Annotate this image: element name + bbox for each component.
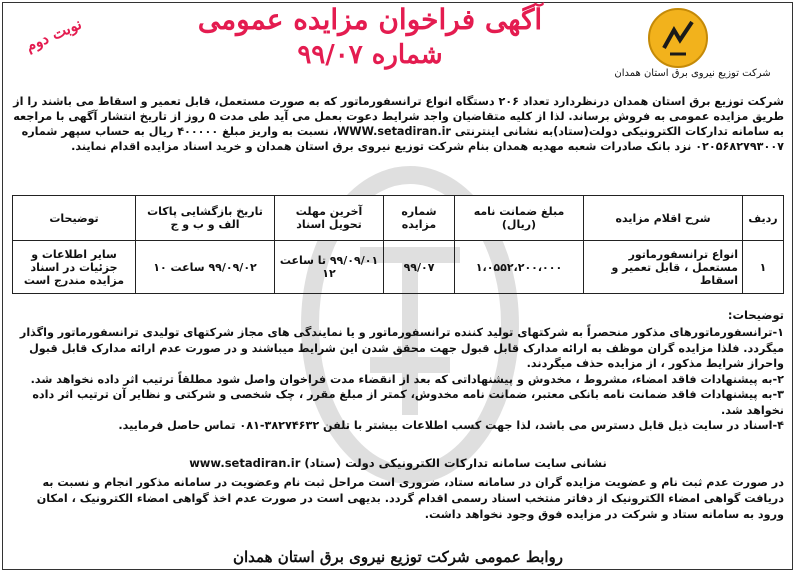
note-item-1: ۱-ترانسفورماتورهای مذکور منحصراً به شرکتهای تولید کننده ترانسفورماتور و یا نمایندگی های مجاز شرکتهای تولیدی ترانسفورماتور واگذار میگردد. فلذا مزایده گران موظف به ارائه مدارک قابل قبول جهت محقق شدن این شرایط میباشند و در صورت عدم ارائه مدارک قابل قبول واحراز شرایط مذکور ، از مزایده حذف میگردند. <box>19 326 784 370</box>
setad-site-line: نشانی سایت سامانه تدارکات الکترونیکی دولت (ستاد) www.setadiran.ir <box>189 456 607 470</box>
table-row <box>13 241 784 294</box>
note-item-3: ۳-به پیشنهادات فاقد ضمانت نامه بانکی معتبر، ضمانت نامه مخدوش، کمتر از مبلغ مقرر ، چک شخصی و شرکتی و نظایر آن ترتیب اثر داده نخواهد شد. <box>32 388 784 417</box>
cell-item: انواع ترانسفورماتور مستعمل ، قابل تعمیر و اسقاط <box>584 241 743 294</box>
outro-paragraph: در صورت عدم ثبت نام و عضویت مزایده گران در سامانه ستاد، ضروری است مراحل ثبت نام وعضویت در سامانه مذکور انجام و نسبت به دریافت گواهی امضاء الکترونیک از دفاتر منتخب اسناد رسمی اقدام گردد. بدیهی است در صورت عدم اخذ گواهی امضاء الکترونیک ، امکان ورود به سامانه ستاد و شرکت در مزایده فوق وجود نخواهد داشت. <box>36 476 784 521</box>
cell-row: ۱ <box>743 241 784 294</box>
company-name-small: شرکت توزیع نیروی برق استان همدان <box>614 68 771 79</box>
col-header-row: ردیف <box>743 196 784 241</box>
notice-title: آگهی فراخوان مزایده عمومی <box>197 3 543 36</box>
cell-number: ۹۹/۰۷ <box>384 241 455 294</box>
cell-opening: ۹۹/۰۹/۰۲ ساعت ۱۰ <box>136 241 275 294</box>
round-stamp: نوبت دوم <box>22 14 85 56</box>
cell-guarantee: ۱،۰۵۵۲،۲۰۰،۰۰۰ <box>455 241 584 294</box>
power-company-logo-icon <box>648 8 708 68</box>
col-header-item: شرح اقلام مزایده <box>584 196 743 241</box>
note-item-4: ۴-اسناد در سایت ذیل قابل دسترس می باشد، لذا جهت کسب اطلاعات بیشتر با تلفن ۳۸۲۷۴۶۳۲-۰۸۱ تماس حاصل فرمایید. <box>118 419 784 432</box>
col-header-notes: توضیحات <box>13 196 136 241</box>
footer-signature: روابط عمومی شرکت توزیع نیروی برق استان همدان <box>232 548 564 566</box>
notes-title: توضیحات: <box>727 308 784 322</box>
cell-deadline: ۹۹/۰۹/۰۱ تا ساعت ۱۲ <box>275 241 384 294</box>
col-header-deadline: آخرین مهلت تحویل اسناد <box>275 196 384 241</box>
col-header-number: شماره مزایده <box>384 196 455 241</box>
col-header-guarantee: مبلغ ضمانت نامه (ریال) <box>455 196 584 241</box>
col-header-opening: تاریخ بازگشایی پاکات الف و ب و ج <box>136 196 275 241</box>
note-item-2: ۲-به پیشنهادات فاقد امضاء، مشروط ، مخدوش و پیشنهاداتی که بعد از انقضاء مدت فراخوان واصل شود مطلقاً ترتیب اثر داده نخواهد شد. <box>30 372 784 386</box>
notice-number: شماره ۹۹/۰۷ <box>297 40 443 70</box>
auction-table <box>12 195 784 294</box>
cell-notes: سایر اطلاعات و جزئیات در اسناد مزایده مندرج است <box>13 241 136 294</box>
intro-paragraph: شرکت توزیع برق استان همدان درنظردارد تعداد ۲۰۶ دستگاه انواع ترانسفورماتور که به صورت مستعمل، قابل تعمیر و اسقاط می باشند را از طریق مزایده عمومی به فروش برساند. لذا از کلیه متقاضیان واجد شرایط دعوت بعمل می آید طی مدت ۵ روز از تاریخ انتشار آگهی با مراجعه به سامانه تدارکات الکترونیکی دولت(ستاد)به نشانی اینترنتی WWW.setadiran.ir، نسبت به واریز مبلغ ۴۰۰۰۰۰ ریال به حساب سپهر شماره ۰۲۰۵۶۸۲۷۹۳۰۰۷ نزد بانک صادرات شعبه مهدیه همدان بنام شرکت توزیع نیروی برق استان همدان و خرید اسناد مزایده اقدام نمایند. <box>13 95 784 153</box>
notes-list <box>12 325 784 434</box>
company-logo <box>600 6 785 86</box>
table-header-row <box>13 196 784 241</box>
